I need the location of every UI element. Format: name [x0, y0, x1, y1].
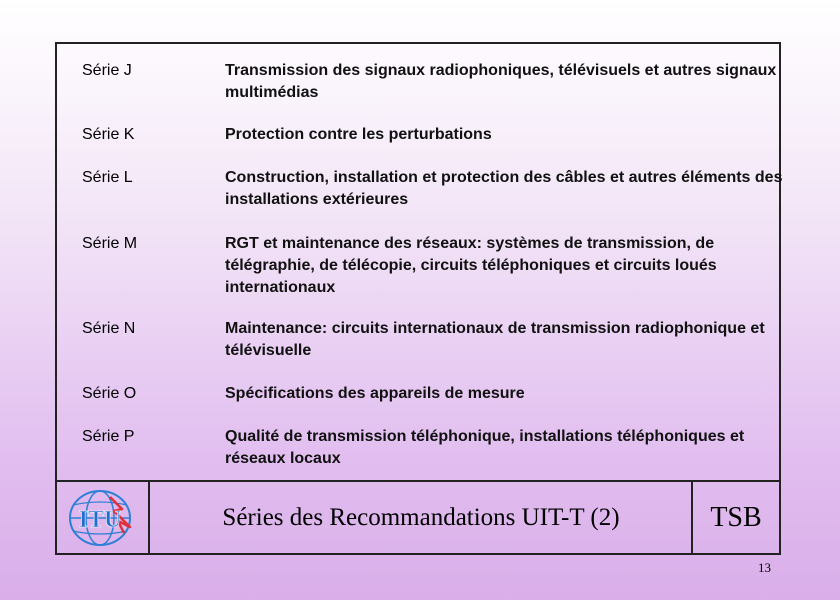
logo-text: ITU: [78, 506, 121, 533]
series-code: Série L: [82, 169, 133, 186]
itu-globe-icon: [64, 487, 142, 549]
series-title: Qualité de transmission téléphonique, installations téléphoniques et réseaux locaux: [225, 428, 745, 467]
series-title: Maintenance: circuits internationaux de transmission radiophonique et télévisuelle: [225, 320, 765, 359]
series-title: RGT et maintenance des réseaux: systèmes de transmission, de télégraphie, de télécopie, circuits téléphoniques et circuits loués internationaux: [225, 235, 717, 296]
series-code: Série N: [82, 320, 136, 337]
series-code: Série O: [82, 385, 137, 402]
series-title: Protection contre les perturbations: [225, 126, 492, 143]
org-label: TSB: [691, 482, 779, 553]
series-title: Transmission des signaux radiophoniques, télévisuels et autres signaux multimédias: [225, 62, 777, 101]
series-title: Spécifications des appareils de mesure: [225, 385, 525, 402]
page-number: 13: [758, 560, 771, 575]
series-title: Construction, installation et protection des câbles et autres éléments des installations extérieures: [225, 169, 783, 208]
itu-logo: [57, 482, 150, 553]
footer-title: Séries des Recommandations UIT-T (2): [222, 503, 620, 531]
series-code: Série M: [82, 235, 138, 252]
slide-footer: [57, 480, 779, 553]
series-code: Série P: [82, 428, 135, 445]
slide-frame: [55, 42, 781, 555]
series-code: Série K: [82, 126, 135, 143]
series-code: Série J: [82, 62, 132, 79]
